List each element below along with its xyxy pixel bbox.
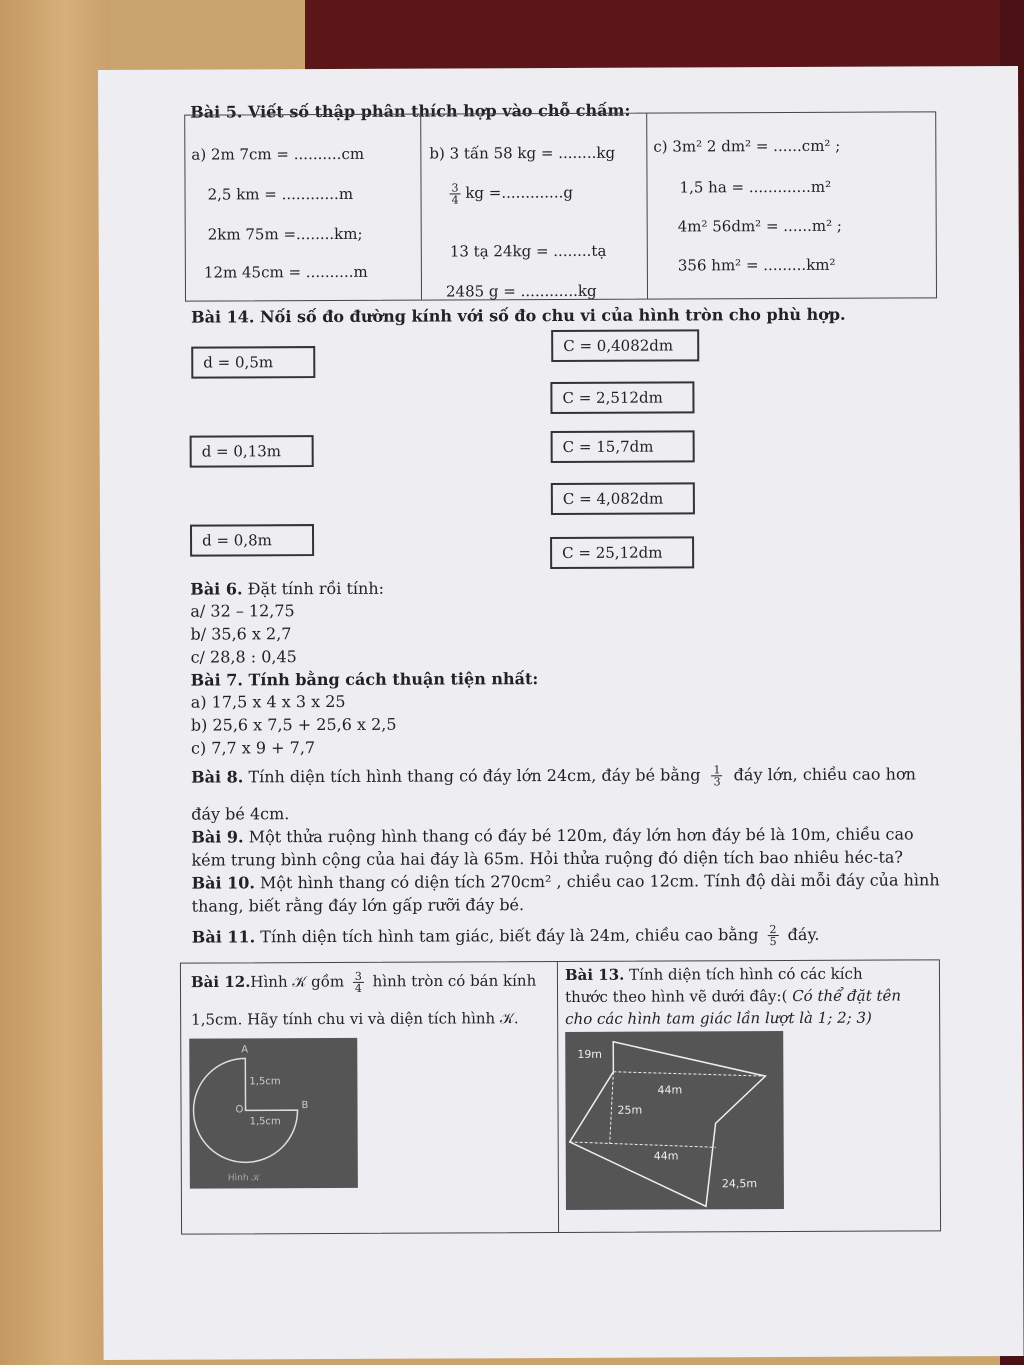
bai12-figure (189, 1038, 358, 1189)
column-divider (557, 962, 559, 1232)
fraction: $\frac{3}{4}$ (451, 181, 459, 207)
bai7-item-b: b) 25,6 x 7,5 + 25,6 x 2,5 (190, 714, 397, 735)
bai5-b-4: 2485 g = ............kg (445, 281, 597, 301)
fig-label-o: O (235, 1104, 244, 1116)
bai11-line: Bài 11. Tính diện tích hình tam giác, biết đáy là 24m, chiều cao bằng $\frac{2}{5}$ đáy. (191, 923, 820, 949)
bai5-c-1: c) 3m² 2 dm² = ......cm² ; (653, 136, 841, 156)
circumference-box-4: C = 4,082dm (551, 482, 695, 515)
fig-label-a: A (241, 1044, 249, 1056)
bai13-figure (565, 1031, 784, 1210)
fraction: $\frac{2}{5}$ (769, 923, 777, 949)
bai5-b-1: b) 3 tấn 58 kg = ........kg (429, 143, 616, 163)
bai5-b-3: 13 tạ 24kg = ........tạ (449, 241, 607, 261)
bai9-line2: kém trung bình cộng của hai đáy là 65m. Hỏi thửa ruộng đó diện tích bao nhiêu héc-ta? (191, 847, 904, 870)
bai5-a-4: 12m 45cm = ..........m (203, 262, 368, 282)
fraction: $\frac{1}{3}$ (713, 763, 721, 789)
bai13-line3: cho các hình tam giác lần lượt là 1; 2; 3) (565, 1008, 872, 1028)
circumference-box-1: C = 0,4082dm (551, 329, 699, 362)
bai5-a-2: 2,5 km = ............m (207, 184, 354, 204)
fig-label-radius-1: 1,5cm (249, 1076, 281, 1088)
bai10-line2: thang, biết rằng đáy lớn gấp rưỡi đáy bé. (191, 895, 525, 916)
bai5-c-3: 4m² 56dm² = ......m² ; (677, 216, 842, 236)
bai5-column-c (646, 112, 937, 298)
bai7-title: Bài 7. Tính bằng cách thuận tiện nhất: (190, 669, 539, 690)
fig-label-24-5m: 24,5m (721, 1177, 758, 1191)
circumference-box-5: C = 25,12dm (550, 536, 694, 569)
bai13-line1: Bài 13. Tính diện tích hình có các kích (564, 964, 863, 984)
three-quarter-circle-diagram (189, 1038, 358, 1189)
fig-label-25m: 25m (617, 1103, 643, 1117)
bai12-13-box (180, 959, 941, 1234)
fig-label-19m: 19m (577, 1047, 603, 1061)
circumference-box-2: C = 2,512dm (550, 381, 694, 414)
fig-label-radius-2: 1,5cm (249, 1116, 281, 1128)
table-surface (0, 0, 110, 1365)
bai6-item-c: c/ 28,8 : 0,45 (190, 647, 297, 667)
bai5-a-1: a) 2m 7cm = ..........cm (191, 144, 365, 164)
bai5-c-2: 1,5 ha = .............m² (679, 177, 832, 197)
bai13-line2: thước theo hình vẽ dưới đây:( Có thể đặt tên (565, 986, 902, 1006)
bai5-b-2: $\frac{3}{4}$ kg =.............g (451, 181, 573, 207)
bai5-c-4: 356 hm² = .........km² (677, 255, 836, 275)
bai5-title: Bài 5. Viết số thập phân thích hợp vào chỗ chấm: (190, 100, 631, 122)
fig-label-b: B (301, 1100, 309, 1112)
bai12-line2: 1,5cm. Hãy tính chu vi và diện tích hình 𝒦. (191, 1009, 519, 1029)
bai5-column-b (420, 114, 648, 300)
bai5-table (184, 111, 937, 301)
diameter-box-1: d = 0,5m (191, 346, 315, 379)
fraction: $\frac{3}{4}$ (354, 969, 362, 995)
bai5-column-a (185, 115, 421, 301)
composite-shape-diagram (565, 1031, 784, 1210)
bai10-line1: Bài 10. Một hình thang có diện tích 270cm² , chiều cao 12cm. Tính độ dài mỗi đáy của hình (191, 870, 940, 893)
fig-label-44m-bottom: 44m (653, 1149, 679, 1163)
fig-label-44m-top: 44m (657, 1083, 683, 1097)
bai6-item-a: a/ 32 – 12,75 (190, 601, 295, 621)
bai8-line2: đáy bé 4cm. (191, 804, 290, 824)
worksheet-page (98, 66, 1024, 1360)
bai6-item-b: b/ 35,6 x 2,7 (190, 624, 292, 644)
bai7-item-a: a) 17,5 x 4 x 3 x 25 (190, 691, 346, 712)
diameter-box-3: d = 0,8m (190, 524, 314, 557)
bai6-title: Bài 6. Đặt tính rồi tính: (190, 578, 385, 599)
bai8-line1: Bài 8. Tính diện tích hình thang có đáy lớn 24cm, đáy bé bằng $\frac{1}{3}$ đáy lớn, chiều cao hơn (191, 763, 916, 789)
bai12-line1: Bài 12.Hình 𝒦 gồm $\frac{3}{4}$ hình tròn có bán kính (190, 969, 537, 995)
bai14-title: Bài 14. Nối số đo đường kính với số đo chu vi của hình tròn cho phù hợp. (191, 304, 846, 327)
bai9-line1: Bài 9. Một thửa ruộng hình thang có đáy bé 120m, đáy lớn hơn đáy bé là 10m, chiều cao (191, 824, 914, 847)
diameter-box-2: d = 0,13m (190, 435, 314, 468)
fig-caption: Hình 𝒦 (227, 1173, 260, 1184)
bai5-a-3: 2km 75m =........km; (207, 224, 363, 244)
bai7-item-c: c) 7,7 x 9 + 7,7 (190, 738, 316, 758)
circumference-box-3: C = 15,7dm (551, 430, 695, 463)
